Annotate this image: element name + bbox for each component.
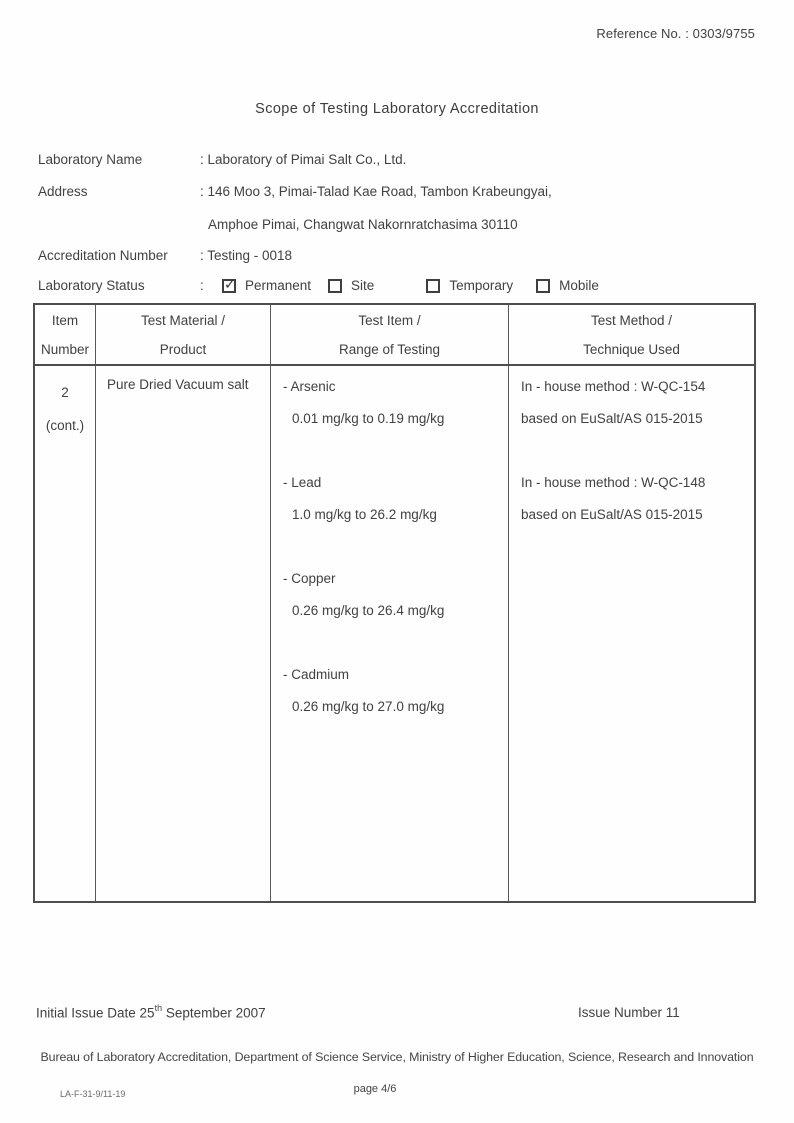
header-test-method: Test Method / Technique Used <box>583 313 680 357</box>
table-header-row <box>35 305 754 366</box>
document-code: LA-F-31-9/11-19 <box>60 1089 126 1099</box>
status-option-temporary <box>426 278 513 293</box>
test-method-group <box>509 473 754 569</box>
issue-number: Issue Number 11 <box>578 1005 680 1020</box>
test-item-name: - Lead <box>283 475 322 490</box>
page-title: Scope of Testing Laboratory Accreditation <box>255 101 539 117</box>
laboratory-name-row <box>38 152 764 174</box>
test-method-group <box>509 377 754 473</box>
cell-test-methods <box>509 366 754 901</box>
cell-item-number <box>35 366 96 901</box>
test-method-group <box>509 665 754 761</box>
checkbox-checked-icon <box>222 275 236 293</box>
test-method-line: In - house method : W-QC-154 <box>521 379 706 394</box>
test-method-line: based on EuSalt/AS 015-2015 <box>521 507 703 522</box>
test-item-range: 1.0 mg/kg to 26.2 mg/kg <box>292 507 437 522</box>
test-method-group <box>509 569 754 665</box>
laboratory-status-row <box>38 275 764 300</box>
laboratory-name-label: Laboratory Name <box>38 152 143 167</box>
page-number: page 4/6 <box>353 1083 397 1095</box>
test-item-group <box>271 473 508 569</box>
test-item-group <box>271 377 508 473</box>
accreditation-scope-table <box>33 303 756 903</box>
status-option-label: Mobile <box>559 278 599 293</box>
laboratory-name-value: : Laboratory of Pimai Salt Co., Ltd. <box>200 152 407 167</box>
cell-test-items <box>271 366 509 901</box>
initial-issue-date: Initial Issue Date 25th September 2007 <box>36 1003 266 1021</box>
ordinal-superscript: th <box>154 1003 163 1013</box>
status-colon: : <box>200 278 204 293</box>
item-number: 2 <box>61 385 69 400</box>
checkbox-unchecked-icon <box>536 279 550 293</box>
test-method-line <box>509 569 754 601</box>
checkbox-unchecked-icon <box>328 279 342 293</box>
address-value-line1: : 146 Moo 3, Pimai-Talad Kae Road, Tambon Krabeungyai, <box>200 184 552 199</box>
test-item-name: - Copper <box>283 571 336 586</box>
test-item-name: - Arsenic <box>283 379 336 394</box>
address-value-line2: Amphoe Pimai, Changwat Nakornratchasima 30110 <box>208 217 518 232</box>
test-item-group <box>271 665 508 761</box>
status-option-mobile <box>536 278 599 293</box>
status-option-site <box>328 278 374 293</box>
test-method-line <box>509 665 754 697</box>
header-test-material: Test Material / Product <box>96 305 271 364</box>
test-item-range: 0.01 mg/kg to 0.19 mg/kg <box>292 411 445 426</box>
check-mark-icon: ✓ <box>224 275 236 292</box>
address-label: Address <box>38 184 88 199</box>
address-row <box>38 184 764 206</box>
checkbox-unchecked-icon <box>426 279 440 293</box>
cell-test-material <box>96 366 271 901</box>
test-item-name: - Cadmium <box>283 667 350 682</box>
test-material: Pure Dried Vacuum salt <box>107 377 249 392</box>
status-option-permanent <box>222 275 312 293</box>
laboratory-status-label: Laboratory Status <box>38 278 145 293</box>
test-item-range: 0.26 mg/kg to 27.0 mg/kg <box>292 699 445 714</box>
item-number-note: (cont.) <box>45 418 85 433</box>
status-option-label: Temporary <box>449 278 514 293</box>
accreditation-number-value: : Testing - 0018 <box>200 248 293 263</box>
address-continuation-row <box>38 217 764 239</box>
test-item-range: 0.26 mg/kg to 26.4 mg/kg <box>292 603 445 618</box>
test-method-line: In - house method : W-QC-148 <box>521 475 706 490</box>
test-method-line: based on EuSalt/AS 015-2015 <box>521 411 703 426</box>
bureau-line: Bureau of Laboratory Accreditation, Department of Science Service, Ministry of Higher Education, Science, Research and Innovation <box>40 1050 754 1064</box>
status-option-label: Site <box>351 278 375 293</box>
test-method-line <box>509 697 754 729</box>
test-method-line <box>509 601 754 633</box>
table-body-row <box>35 366 754 901</box>
accreditation-number-label: Accreditation Number <box>38 248 168 263</box>
accreditation-number-row <box>38 248 764 270</box>
status-option-label: Permanent <box>245 278 312 293</box>
test-item-group <box>271 569 508 665</box>
reference-number: Reference No. : 0303/9755 <box>596 26 755 41</box>
laboratory-status-value <box>200 275 599 293</box>
header-test-item: Test Item / Range of Testing <box>271 305 509 364</box>
header-item-number: Item Number <box>35 305 96 364</box>
